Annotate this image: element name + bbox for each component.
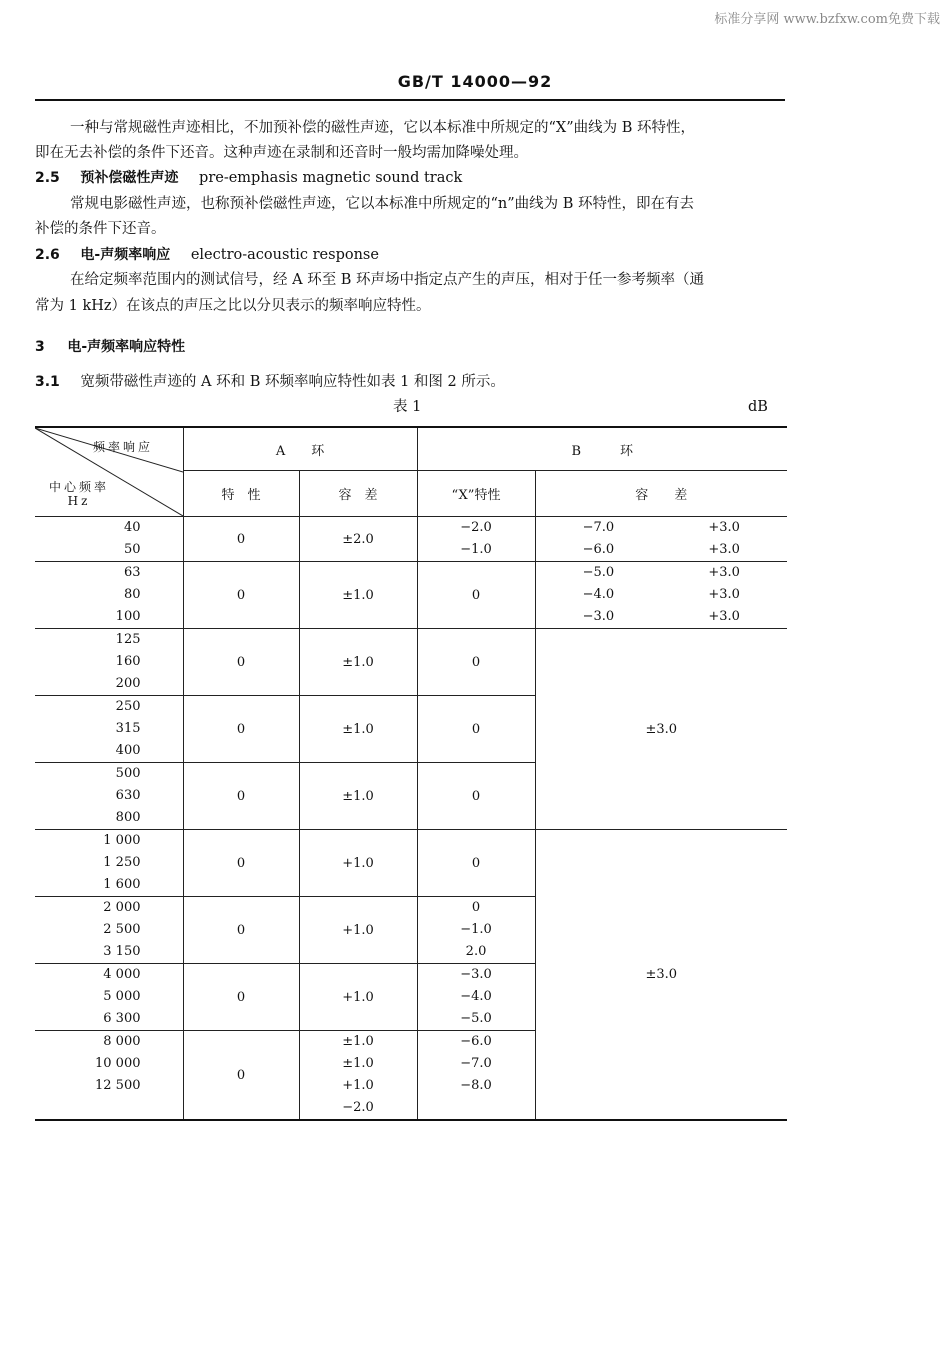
a-tol-cell: +1.0 (299, 964, 417, 1031)
section-3-heading (35, 337, 185, 357)
corner-label-unit: Hz (67, 494, 91, 508)
section-number: 3 (35, 339, 45, 355)
section-2-6-heading (35, 245, 379, 265)
table-row (35, 830, 787, 897)
header-rule (35, 99, 785, 101)
a-char-cell: 0 (183, 830, 299, 897)
freq-cell: 2 000 2 500 3 150 (35, 897, 183, 964)
subheader-b-tolerance: 容 差 (535, 471, 787, 517)
subheader-b-x-curve: “X”特性 (417, 471, 535, 517)
section-2-5-line-2: 补偿的条件下还音。 (35, 221, 166, 237)
a-char-cell: 0 (183, 964, 299, 1031)
a-char-cell: 0 (183, 517, 299, 562)
freq-cell: 250 315 400 (35, 696, 183, 763)
section-number: 2.5 (35, 170, 60, 186)
b-x-cell: −3.0 −4.0 −5.0 (417, 964, 535, 1031)
a-tol-cell: +1.0 (299, 897, 417, 964)
b-tol-cell: −7.0 +3.0 −6.0 +3.0 (535, 517, 787, 562)
header-b-ring: B 环 (417, 427, 787, 471)
a-char-cell: 0 (183, 562, 299, 629)
section-number: 3.1 (35, 374, 60, 390)
b-x-cell: 0 (417, 562, 535, 629)
section-2-5-line-1: 常规电影磁性声迹，也称预补偿磁性声迹，它以本标准中所规定的“n”曲线为 B 环特性，即在有去 (70, 196, 695, 212)
b-x-cell: 0 (417, 763, 535, 830)
corner-label-bottom (49, 480, 109, 508)
standard-header: GB/T 14000—92 (397, 72, 553, 91)
a-tol-cell: +1.0 (299, 830, 417, 897)
b-tol-merged-cell: ±3.0 (535, 629, 787, 830)
section-title-en: electro-acoustic response (190, 247, 379, 263)
freq-cell: 1 000 1 250 1 600 (35, 830, 183, 897)
a-tol-cell: ±2.0 (299, 517, 417, 562)
corner-label-freq: 中心频率 (49, 480, 110, 494)
a-char-cell: 0 (183, 1031, 299, 1121)
section-number: 2.6 (35, 247, 60, 263)
freq-cell: 63 80 100 (35, 562, 183, 629)
subheader-a-tolerance: 容 差 (299, 471, 417, 517)
section-body: 宽频带磁性声迹的 A 环和 B 环频率响应特性如表 1 和图 2 所示。 (80, 374, 505, 390)
b-tol-cell: −5.0 +3.0 −4.0 +3.0 −3.0 +3.0 (535, 562, 787, 629)
section-title: 电-声频率响应 (80, 247, 171, 263)
freq-cell: 125 160 200 (35, 629, 183, 696)
b-x-cell: 0 −1.0 2.0 (417, 897, 535, 964)
b-tol-merged-cell: ±3.0 (535, 830, 787, 1121)
b-x-cell: 0 (417, 629, 535, 696)
a-char-cell: 0 (183, 897, 299, 964)
a-char-cell: 0 (183, 763, 299, 830)
b-x-cell: 0 (417, 696, 535, 763)
section-title: 电-声频率响应特性 (67, 339, 186, 355)
freq-cell: 8 000 10 000 12 500 (35, 1031, 183, 1121)
table-row (35, 629, 787, 696)
frequency-response-table (35, 426, 787, 1121)
para-1-line-2: 即在无去补偿的条件下还音。这种声迹在录制和还音时一般均需加降噪处理。 (35, 145, 528, 161)
a-char-cell: 0 (183, 696, 299, 763)
a-tol-cell: ±1.0 (299, 763, 417, 830)
a-tol-cell: ±1.0 ±1.0 +1.0 −2.0 (299, 1031, 417, 1121)
table-caption: 表 1 (393, 399, 422, 415)
freq-cell: 500 630 800 (35, 763, 183, 830)
section-3-1-text (35, 372, 505, 392)
section-title: 预补偿磁性声迹 (80, 170, 179, 186)
a-char-cell: 0 (183, 629, 299, 696)
table-unit: dB (748, 399, 768, 415)
section-2-5-heading (35, 168, 462, 188)
header-a-ring: A 环 (183, 427, 417, 471)
b-x-cell: 0 (417, 830, 535, 897)
section-2-6-line-1: 在给定频率范围内的测试信号，经 A 环至 B 环声场中指定点产生的声压，相对于任一参考频率（通 (70, 272, 705, 288)
a-tol-cell: ±1.0 (299, 696, 417, 763)
table-row (35, 517, 787, 562)
table-row (35, 562, 787, 629)
section-2-6-line-2: 常为 1 kHz）在该点的声压之比以分贝表示的频率响应特性。 (35, 298, 431, 314)
b-x-cell: −2.0 −1.0 (417, 517, 535, 562)
a-tol-cell: ±1.0 (299, 562, 417, 629)
a-tol-cell: ±1.0 (299, 629, 417, 696)
freq-cell: 40 50 (35, 517, 183, 562)
b-x-cell: −6.0 −7.0 −8.0 (417, 1031, 535, 1121)
para-1-line-1: 一种与常规磁性声迹相比，不加预补偿的磁性声迹，它以本标准中所规定的“X”曲线为 B 环特性， (70, 120, 696, 136)
section-title-en: pre-emphasis magnetic sound track (199, 170, 463, 186)
freq-cell: 4 000 5 000 6 300 (35, 964, 183, 1031)
corner-label-top: 频率响应 (93, 440, 154, 454)
watermark: 标准分享网 www.bzfxw.com免费下载 (714, 12, 940, 27)
subheader-a-characteristic: 特 性 (183, 471, 299, 517)
table-corner-cell (35, 427, 183, 517)
